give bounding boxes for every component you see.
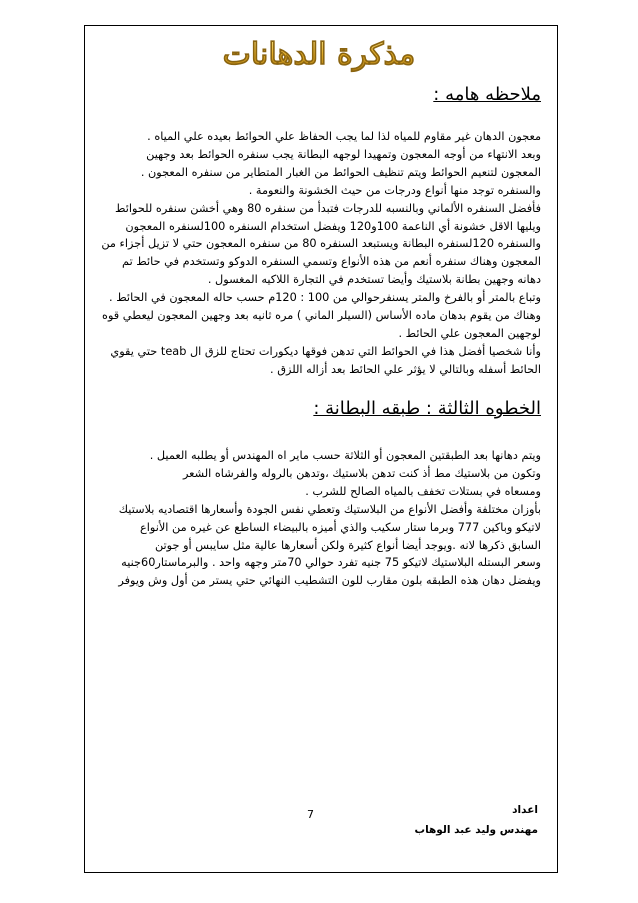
- text-line: ويفضل دهان هذه الطبقه بلون مقارب للون التشطيب النهائي حتي يستر من أول وش ويوفر: [118, 574, 541, 588]
- header-logo: [160, 32, 478, 74]
- text-line: بأوزان مختلفة وأفضل الأنواع من البلاستيك وتعطي نفس الجودة وأسعارها اقتصاديه بلاستيك: [118, 502, 541, 516]
- text-line: المعجون لتنعيم الحوائط ويتم تنظيف الحوائط من الغبار المتطاير من سنفره المعجون .: [140, 165, 541, 179]
- note-paragraph: [100, 128, 541, 379]
- text-line: وتكون من بلاستيك مط أذ كنت تدهن بلاستيك ،وتدهن بالروله والفرشاه الشعر: [182, 466, 541, 480]
- text-line: معجون الدهان غير مقاوم للمياه لذا لما يجب الحفاظ علي الحوائط بعيده علي المياه .: [147, 130, 541, 143]
- text-line: السابق ذكرها لانه .ويوجد أيضا أنواع كثيرة ولكن أسعارها عالية مثل سايبس أو جوتن: [154, 538, 541, 552]
- text-line: والسنفره توجد منها أنواع ودرجات من حيث الخشونة والنعومة .: [248, 183, 541, 197]
- author-block: [415, 800, 538, 840]
- text-line: وتباع بالمتر أو بالفرخ والمتر يسنفرحوالي من 100 : 120م حسب حاله المعجون في الحائط .: [109, 291, 541, 305]
- text-line: ومسعاه في بستلات تخفف بالمياه الصالح للشرب .: [305, 484, 541, 498]
- text-line: وبعد الانتهاء من أوجه المعجون وتمهيدا لوجهه البطانة يجب سنفره الحوائط بعد وجهين: [146, 147, 541, 161]
- header-logo-art: [160, 32, 478, 74]
- prepared-label: اعداد: [512, 804, 538, 816]
- section-title-note: ملاحظه هامه :: [433, 84, 541, 105]
- text-line: دهانه وجهين بطانة بلاستيك وأيضا تستخدم في التجارة اللاكيه المغسول .: [207, 273, 541, 287]
- text-line: والسنفره 120لسنفره البطانة ويستبعد السنفره 80 من سنفره المعجون حتي لا تزيل أجزاء من: [101, 237, 541, 251]
- text-line: الحائط أسفله وبالتالي لا يؤثر علي الحائط بعد أزاله اللزق .: [270, 362, 541, 376]
- text-line: فأفضل السنفره الألماني وبالنسبه للدرجات فتبدأ من سنفره 80 وهي أخشن سنفره للحوائط: [115, 201, 541, 215]
- text-line: المعجون وهناك سنفره أنعم من هذه الأنواع وتسمي السنفره الدوكو وتستخدم في حائط تم: [122, 255, 541, 269]
- author-name: مهندس وليد عبد الوهاب: [414, 824, 538, 836]
- text-line: ويليها الاقل خشونة أي الناعمة 100و120 ويفضل استخدام السنفره 100لسنفره المعجون: [125, 219, 541, 233]
- text-line: لاتيكو وباكين 777 وبرما ستار سكيب والذي أميزه بالبيضاء الساطع عن غيره من الأنواع: [139, 520, 541, 534]
- text-line: وهناك من يقوم بدهان ماده الأساس (السيلر الماني ) مره ثانيه بعد وجهين المعجون ليعطي قوه: [102, 309, 541, 323]
- primer-paragraph: [100, 447, 541, 590]
- text-line: وسعر البستله البلاستيك لاتيكو 75 جنيه تفرد حوالي 70متر وجهه واحد . والبرماستار60جنيه: [121, 556, 541, 570]
- section-title-primer: الخطوه الثالثة : طبقه البطانة :: [313, 398, 541, 419]
- text-line: لوجهين المعجون علي الحائط .: [398, 326, 541, 340]
- text-line: ويتم دهانها بعد الطبقتين المعجون أو الثلاثة حسب ماير اه المهندس أو يطلبه العميل .: [149, 449, 541, 462]
- page-number: 7: [307, 808, 314, 821]
- header-title: مذكرة الدهانات: [222, 37, 416, 72]
- text-line: وأنا شخصيا أفضل هذا في الحوائط التي تدهن فوقها ديكورات تحتاج للزق ال teab حتي يقوي: [110, 344, 541, 358]
